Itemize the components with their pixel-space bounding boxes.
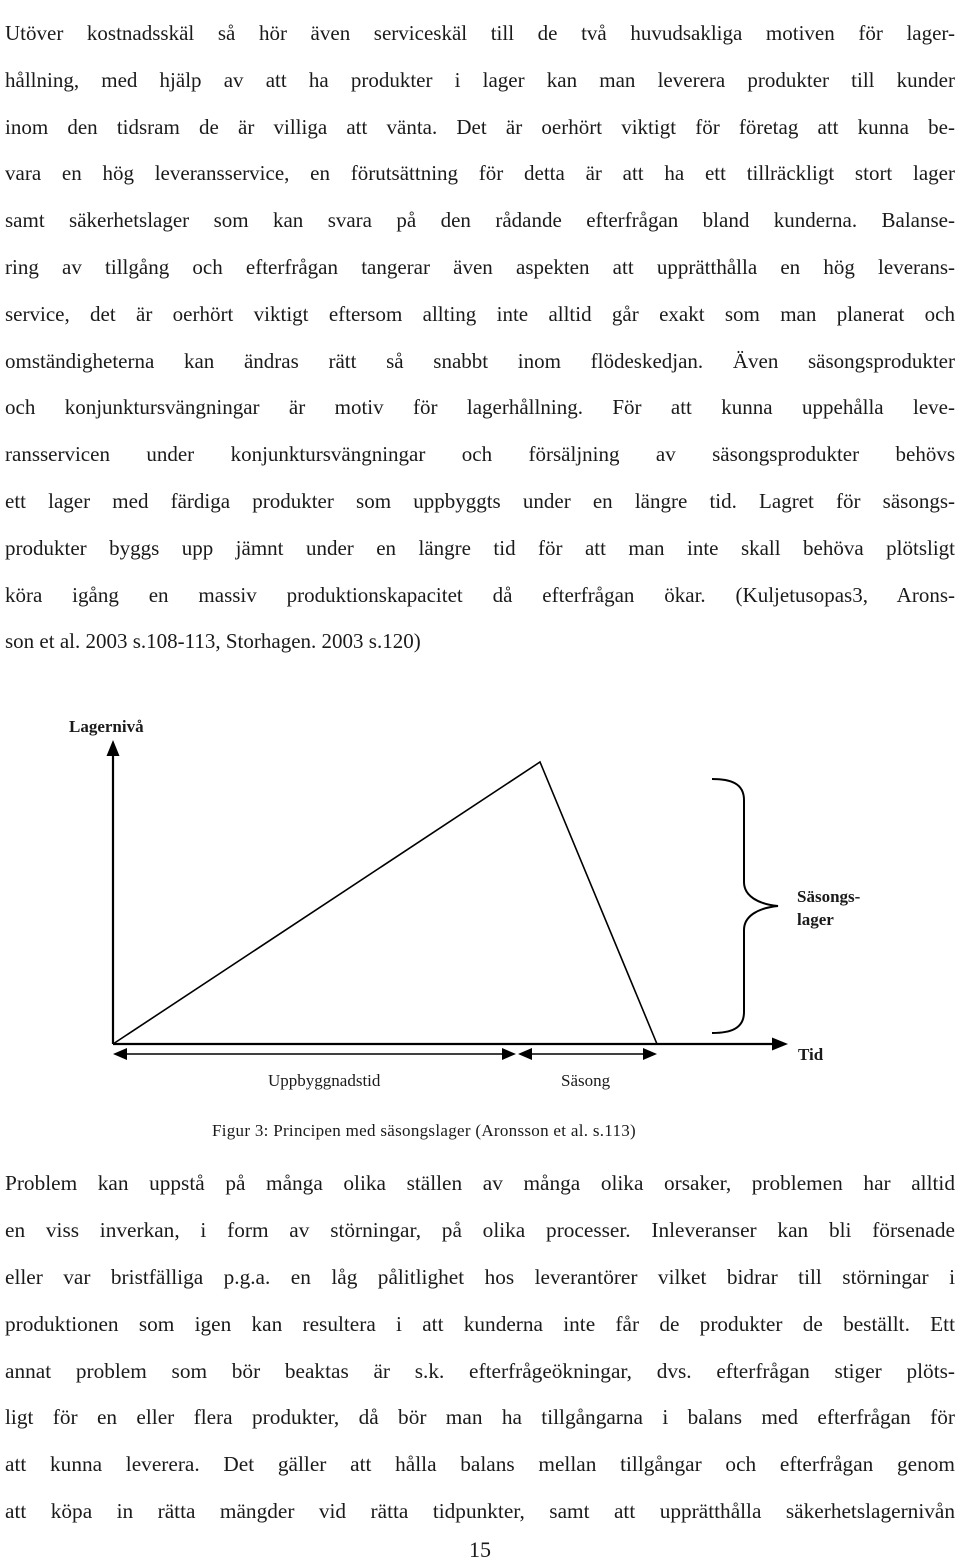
buildup-phase-label: Uppbyggnadstid (268, 1071, 381, 1090)
text-line: och konjunktursvängningar är motiv för lagerhållning. För att kunna uppehålla leve- (5, 395, 955, 420)
paragraph-problems (5, 1160, 955, 1535)
y-axis-arrowhead (107, 740, 120, 756)
arrowhead (643, 1048, 657, 1060)
page-number: 15 (469, 1537, 491, 1562)
text-line: samt säkerhetslager som kan svara på den rådande efterfrågan bland kunderna. Balanse- (5, 208, 955, 233)
stock-level-line (113, 762, 657, 1044)
text-line: hållning, med hjälp av att ha produkter i lager kan man leverera produkter till kunder (5, 67, 955, 92)
seasonal-stock-figure (0, 700, 960, 1100)
text-line: vara en hög leveransservice, en förutsättning för detta är att ha ett tillräckligt stort lager (5, 161, 955, 186)
text-line: eller var bristfälliga p.g.a. en låg pålitlighet hos leverantörer vilket bidrar till störningar i (5, 1264, 955, 1289)
text-line: ligt för en eller flera produkter, då bör man ha tillgångarna i balans med efterfrågan för (5, 1405, 955, 1430)
brace-label-line2: lager (797, 910, 834, 929)
text-line: en viss inverkan, i form av störningar, på olika processer. Inleveranser kan bli försenade (5, 1217, 955, 1242)
figure-caption: Figur 3: Principen med säsongslager (Aronsson et al. s.113) (211, 1121, 637, 1140)
y-axis-label: Lagernivå (69, 717, 144, 736)
text-line: omständigheterna kan ändras rätt så snabbt inom flödeskedjan. Även säsongsprodukter (5, 348, 955, 373)
arrowhead (113, 1048, 127, 1060)
text-line: annat problem som bör beaktas är s.k. efterfrågeökningar, dvs. efterfrågan stiger plöts- (5, 1358, 955, 1383)
x-axis-arrowhead (772, 1038, 788, 1051)
x-axis-label: Tid (798, 1045, 824, 1064)
text-line: Problem kan uppstå på många olika ställen av många olika orsaker, problemen har alltid (5, 1171, 955, 1195)
text-line: ett lager med färdiga produkter som uppbyggts under en längre tid. Lagret för säsongs- (5, 488, 955, 513)
text-line: inom den tidsram de är villiga att vänta. Det är oerhört viktigt för företag att kunna be- (5, 114, 955, 139)
text-line: att köpa in rätta mängder vid rätta tidpunkter, samt att upprätthålla säkerhetslagernivån (5, 1499, 955, 1524)
brace-label-line1: Säsongs- (797, 887, 861, 906)
text-line: produktionen som igen kan resultera i att kunderna inte får de produkter de beställt. Ett (5, 1311, 955, 1336)
text-line: ring av tillgång och efterfrågan tangerar även aspekten att upprätthålla en hög leverans- (5, 254, 955, 279)
text-line: Utöver kostnadsskäl så hör även serviceskäl till de två huvudsakliga motiven för lager- (5, 21, 955, 45)
paragraph-intro (5, 10, 955, 665)
text-line: ransservicen under konjunktursvängningar och försäljning av säsongsprodukter behövs (5, 442, 955, 467)
text-line: att kunna leverera. Det gäller att hålla balans mellan tillgångar och efterfrågan genom (5, 1452, 955, 1477)
brace-icon (712, 779, 778, 1033)
arrowhead (502, 1048, 516, 1060)
text-line: son et al. 2003 s.108-113, Storhagen. 2003 s.120) (5, 629, 421, 654)
season-phase-label: Säsong (561, 1071, 611, 1090)
arrowhead (518, 1048, 532, 1060)
text-line: köra igång en massiv produktionskapacitet då efterfrågan ökar. (Kuljetusopas3, Arons- (5, 582, 955, 607)
text-line: produkter byggs upp jämnt under en längre tid för att man inte skall behöva plötsligt (5, 535, 955, 560)
text-line: service, det är oerhört viktigt eftersom allting inte alltid går exakt som man planerat och (5, 301, 955, 326)
